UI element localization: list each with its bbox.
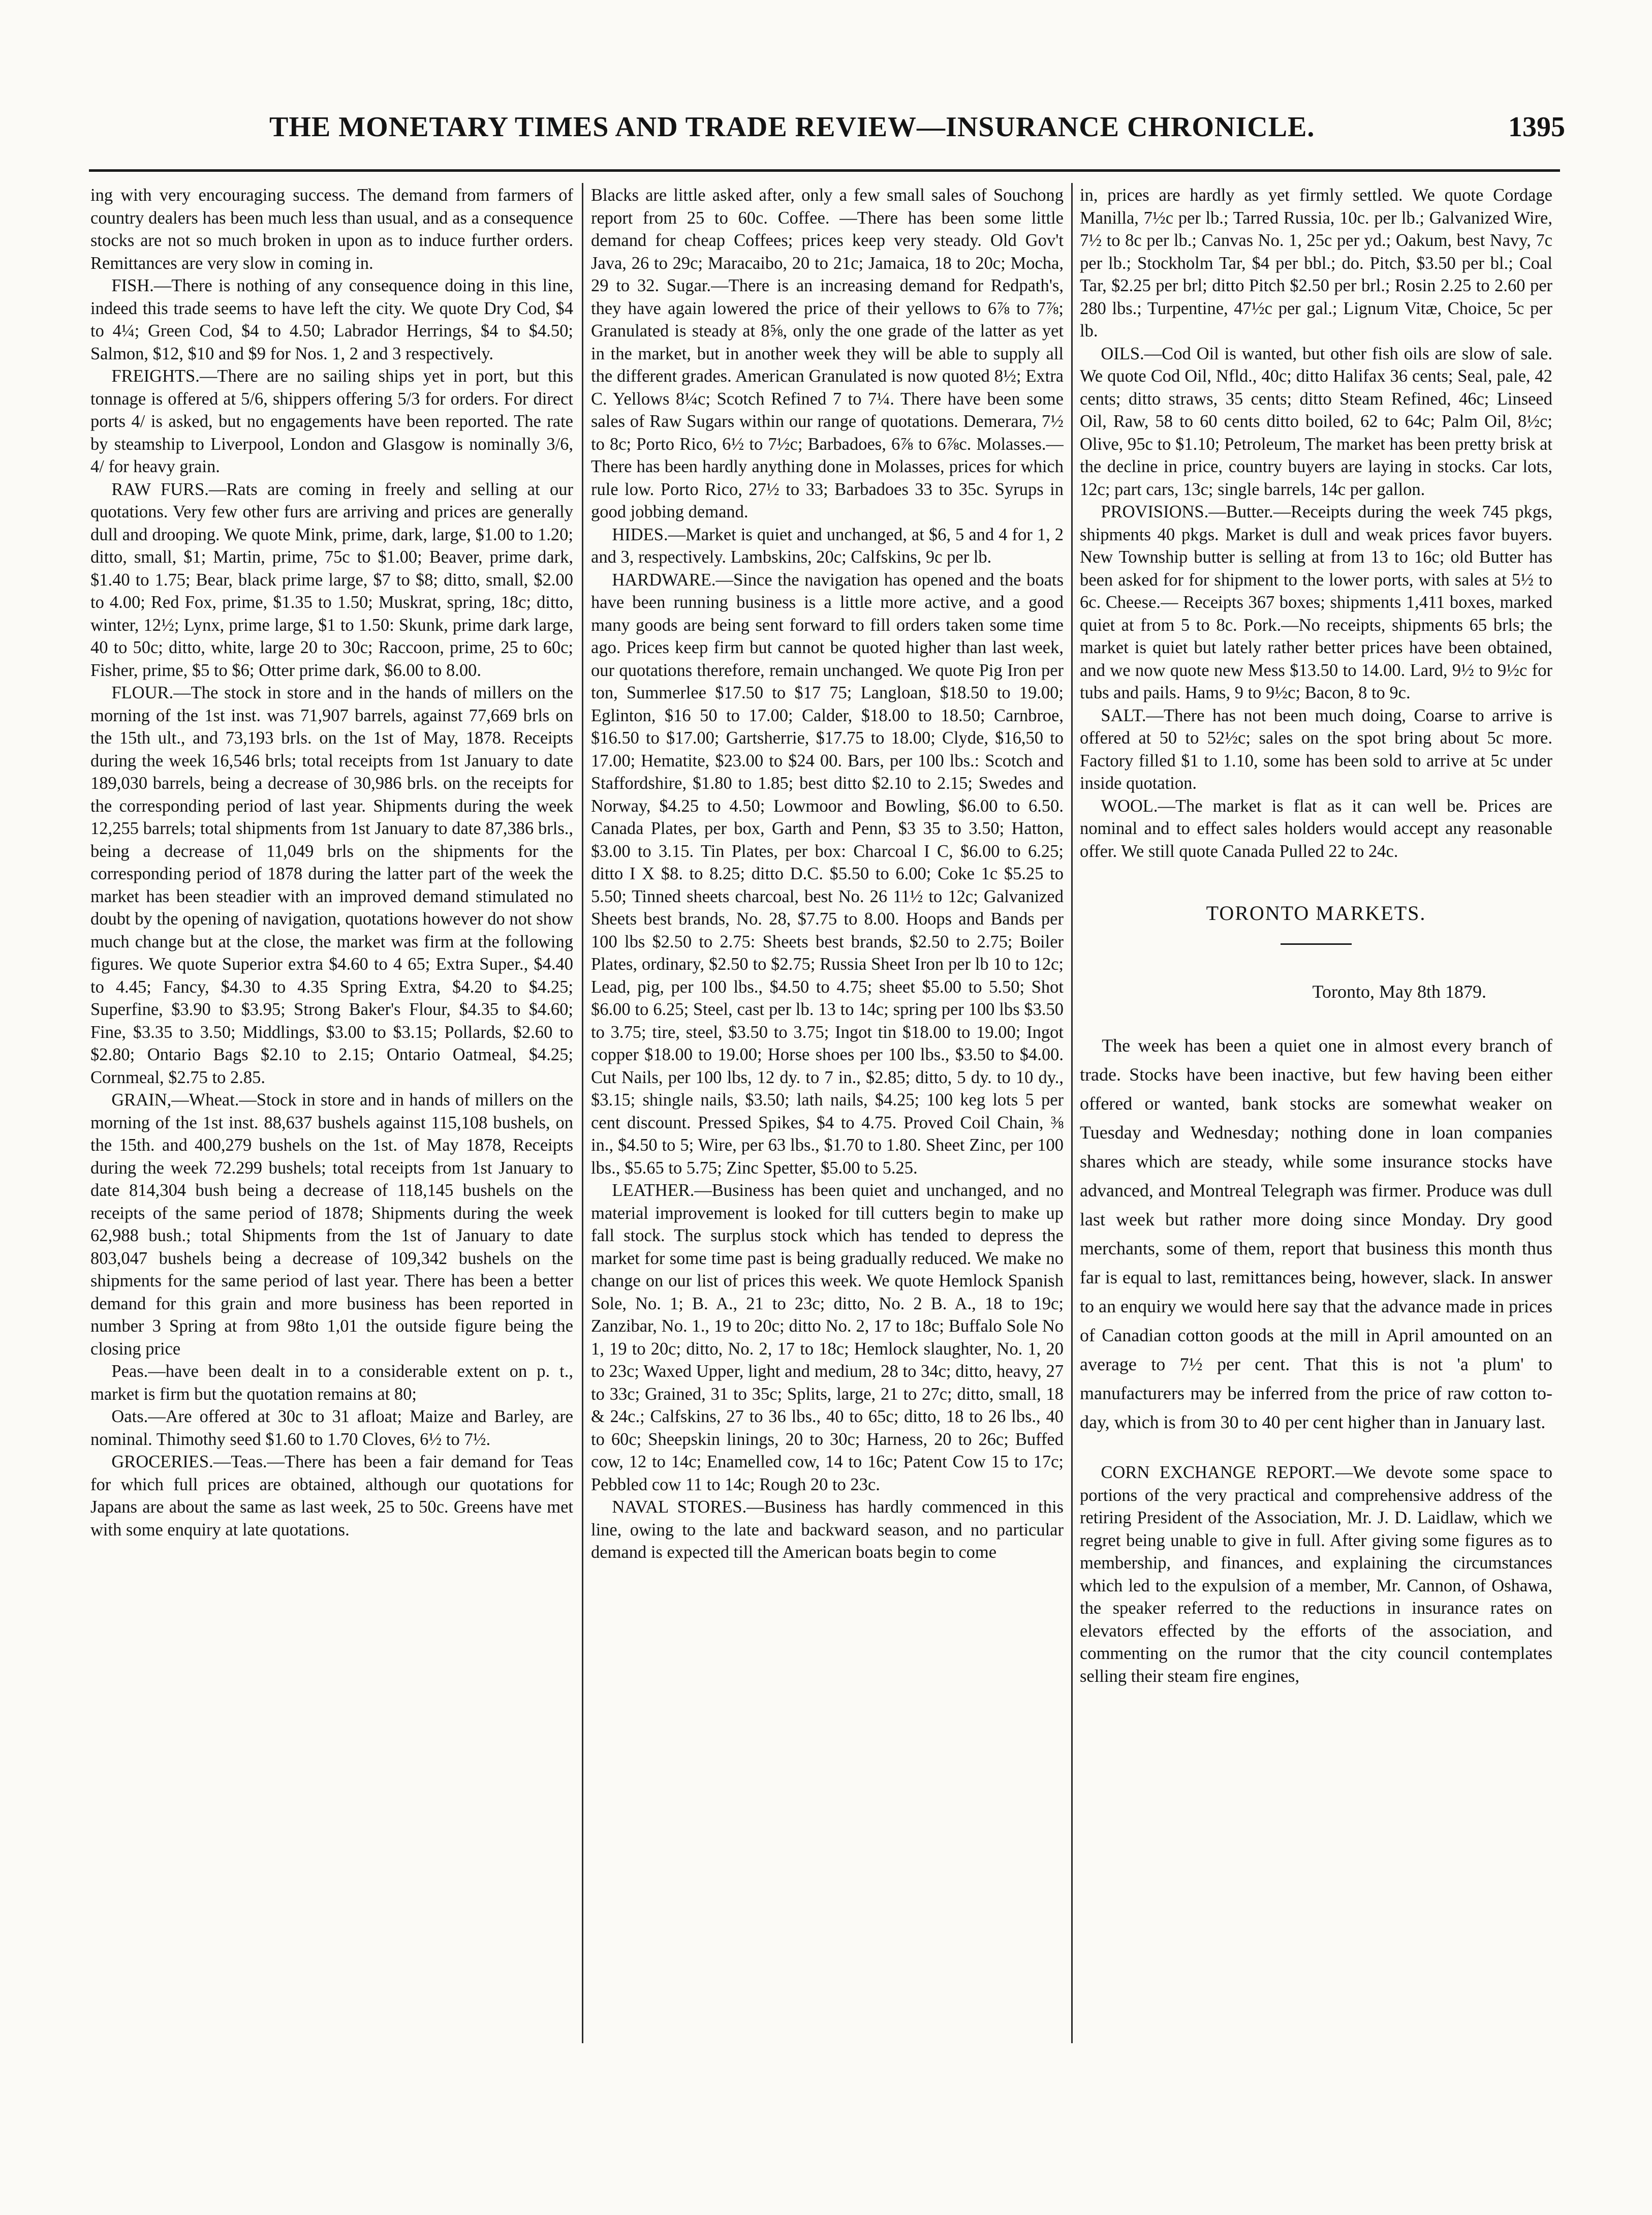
column-rule xyxy=(1071,183,1073,2043)
page-header xyxy=(102,111,1565,157)
paragraph-raw-furs: RAW FURS.—Rats are coming in freely and selling at our quotations. Very few other furs are arriving and prices are generally dull and drooping. We quote Mink, prime, dark, large, $1.00 to 1.20; ditto, small, $1; Martin, prime, 75c to $1.00; Beaver, prime dark, $1.40 to 1.75; Bear, black prime large, $7 to $8; ditto, small, $2.00 to 4.00; Red Fox, prime, $1.35 to 1.50; Muskrat, spring, 18c; ditto, winter, 12½; Lynx, prime large, $1 to 1.50: Skunk, prime dark large, 40 to 50c; ditto, white, large 20 to 30c; Raccoon, prime, 25 to 60c; Fisher, prime, $5 to $6; Otter prime dark, $6.00 to 8.00. xyxy=(90,479,573,680)
header-rule xyxy=(89,169,1560,172)
paragraph-naval-stores: NAVAL STORES.—Business has hardly commenced in this line, owing to the late and backward season, and no particular demand is expected till the American boats begin to come xyxy=(591,1497,1064,1562)
paragraph-hides: HIDES.—Market is quiet and unchanged, at $6, 5 and 4 for 1, 2 and 3, respectively. Lambskins, 20c; Calfskins, 9c per lb. xyxy=(591,525,1064,567)
paragraph-flour: FLOUR.—The stock in store and in the hands of millers on the morning of the 1st inst. was 71,907 barrels, against 77,669 brls on the 15th ult., and 73,193 brls. on the 1st of May, 1878. Receipts during the week 16,546 brls; total receipts from 1st January to date 189,030 barrels, being a decrease of 30,986 brls. on the receipts for the corresponding period of last year. Shipments during the week 12,255 barrels; total shipments from 1st January to date 87,386 brls., being a decrease of 11,049 brls on the shipments for the corresponding period of 1878 during the latter part of the week the market has been steadier with an improved demand stimulated no doubt by the opening of navigation, quotations however do not show much change but at the close, the market was firm at the following figures. We quote Superior extra $4.60 to 4 65; Extra Super., $4.40 to 4.45; Fancy, $4.30 to 4.35 Spring Extra, $4.20 to $4.25; Superfine, $3.90 to $3.95; Strong Baker's Flour, $4.35 to $4.60; Fine, $3.35 to 3.50; Middlings, $3.00 to $3.15; Pollards, $2.60 to $2.80; Ontario Bags $2.10 to 2.15; Ontario Oatmeal, $4.25; Cornmeal, $2.75 to 2.85. xyxy=(90,683,573,1087)
running-head: THE MONETARY TIMES AND TRADE REVIEW—INSURANCE CHRONICLE. xyxy=(269,111,1315,143)
column-middle xyxy=(591,184,1064,2039)
paragraph-oats: Oats.—Are offered at 30c to 31 afloat; Maize and Barley, are nominal. Thimothy seed $1.60 to 1.70 Cloves, 6½ to 7½. xyxy=(90,1407,573,1449)
section-title-toronto-markets: TORONTO MARKETS. xyxy=(1206,902,1426,925)
dateline: Toronto, May 8th 1879. xyxy=(1312,981,1486,1002)
paragraph-naval-stores-continued: in, prices are hardly as yet firmly settled. We quote Cordage Manilla, 7½c per lb.; Tarred Russia, 10c. per lb.; Galvanized Wire, 7½ to 8c per lb.; Canvas No. 1, 25c per yd.; Oakum, best Navy, 7c per lb.; Stockholm Tar, $4 per bbl.; do. Pitch, $3.50 per bl.; Coal Tar, $2.25 per brl; ditto Pitch $2.50 per brl.; Rosin 2.25 to 2.60 per 280 lbs.; Turpentine, 47½c per gal.; Lignum Vitæ, Choice, 5c per lb. xyxy=(1080,186,1552,341)
paragraph-fish: FISH.—There is nothing of any consequence doing in this line, indeed this trade seems to have left the city. We quote Dry Cod, $4 to 4¼; Green Cod, $4 to 4.50; Labrador Herrings, $4 to $4.50; Salmon, $12, $10 and $9 for Nos. 1, 2 and 3 respectively. xyxy=(90,276,573,363)
paragraph-peas: Peas.—have been dealt in to a considerable extent on p. t., market is firm but the quotation remains at 80; xyxy=(90,1362,573,1404)
paragraph-groceries-continued: Blacks are little asked after, only a few small sales of Souchong report from 25 to 60c. Coffee. —There has been some little demand for cheap Coffees; prices keep very steady. Old Gov't Java, 26 to 29c; Maracaibo, 20 to 21c; Jamaica, 18 to 20c; Mocha, 29 to 32. Sugar.—There is an increasing demand for Redpath's, they have again lowered the price of their yellows to 6⅞ to 7⅞; Granulated is steady at 8⅝, only the one grade of the latter as yet in the market, but in another week they will be able to supply all the different grades. American Granulated is now quoted 8½; Extra C. Yellows 8¼c; Scotch Refined 7 to 7¼. There have been some sales of Raw Sugars within our range of quotations. Demerara, 7½ to 8c; Porto Rico, 6½ to 7½c; Barbadoes, 6⅞ to 6⅞c. Molasses.—There has been hardly anything done in Molasses, prices for which rule low. Porto Rico, 27½ to 33; Barbadoes 33 to 35c. Syrups in good jobbing demand. xyxy=(591,186,1064,521)
paragraph-toronto-markets: The week has been a quiet one in almost every branch of trade. Stocks have been inactive, but few having been either offered or wanted, bank stocks are somewhat weaker on Tuesday and Wednesday; nothing done in loan companies shares which are steady, while some insurance stocks have advanced, and Montreal Telegraph was firmer. Produce was dull last week but rather more doing since Monday. Dry good merchants, some of them, report that business this month thus far is equal to last, remittances being, however, slack. In answer to an enquiry we would here say that the advance made in prices of Canadian cotton goods at the mill in April amounted on an average to 7½ per cent. That this is not 'a plum' to manufacturers may be inferred from the price of raw cotton to-day, which is from 30 to 40 per cent higher than in January last. xyxy=(1080,1035,1552,1432)
paragraph-continuation: ing with very encouraging success. The demand from farmers of country dealers has been much less than usual, and as a consequence stocks are not so much broken in upon as to induce further orders. Remittances are very slow in coming in. xyxy=(90,186,573,273)
column-right xyxy=(1080,184,1552,2039)
paragraph-wool: WOOL.—The market is flat as it can well be. Prices are nominal and to effect sales holders would accept any reasonable offer. We still quote Canada Pulled 22 to 24c. xyxy=(1080,796,1552,861)
paragraph-salt: SALT.—There has not been much doing, Coarse to arrive is offered at 50 to 52½c; sales on the spot bring about 5c more. Factory filled $1 to 1.10, some has been sold to arrive at 5c under inside quotation. xyxy=(1080,705,1552,793)
paragraph-freights: FREIGHTS.—There are no sailing ships yet in port, but this tonnage is offered at 5/6, shippers offering 5/3 for orders. For direct ports 4/ is asked, but no engagements have been reported. The rate by steamship to Liverpool, London and Glasgow is nominally 3/6, 4/ for heavy grain. xyxy=(90,366,573,476)
column-left xyxy=(90,184,573,2039)
paragraph-provisions: PROVISIONS.—Butter.—Receipts during the week 745 pkgs, shipments 40 pkgs. Market is dull and weak prices favor buyers. New Township butter is selling at from 13 to 16c; old Butter has been asked for for shipment to the lower ports, with sales at 5½ to 6c. Cheese.— Receipts 367 boxes; shipments 1,411 boxes, marked quiet at from 5 to 8c. Pork.—No receipts, shipments 65 brls; the market is quiet but lately rather better prices have been obtained, and we now quote new Mess $13.50 to 14.00. Lard, 9½ to 9½c for tubs and pails. Hams, 9 to 9½c; Bacon, 8 to 9c. xyxy=(1080,502,1552,702)
paragraph-corn-exchange: CORN EXCHANGE REPORT.—We devote some space to portions of the very practical and comprehensive address of the retiring President of the Association, Mr. J. D. Laidlaw, which we regret being unable to give in full. After giving some figures as to membership, and finances, and explaining the circumstances which led to the expulsion of a member, Mr. Cannon, of Oshawa, the speaker referred to the reductions in insurance rates on elevators effected by the efforts of the association, and commenting on the rumor that the city council contemplates selling their steam fire engines, xyxy=(1080,1463,1552,1686)
paragraph-hardware: HARDWARE.—Since the navigation has opened and the boats have been running business is a little more active, and a good many goods are being sent forward to fill orders taken some time ago. Prices keep firm but cannot be quoted higher than last week, our quotations therefore, remain unchanged. We quote Pig Iron per ton, Summerlee $17.50 to $17 75; Langloan, $18.50 to 19.00; Eglinton, $16 50 to 17.00; Calder, $18.00 to 18.50; Carnbroe, $16.50 to $17.00; Gartsherrie, $17.75 to 18.00; Clyde, $16,50 to 17.00; Hematite, $23.00 to $24 00. Bars, per 100 lbs.: Scotch and Staffordshire, $1.80 to 1.85; best ditto $2.10 to 2.15; Swedes and Norway, $4.25 to 4.50; Lowmoor and Bowling, $6.00 to 6.50. Canada Plates, per box, Garth and Penn, $3 35 to 3.50; Hatton, $3.00 to 3.15. Tin Plates, per box: Charcoal I C, $6.00 to 6.25; ditto I X $8. to 8.25; ditto D.C. $5.50 to 6.00; Coke 1c $5.25 to 5.50; Tinned sheets charcoal, best No. 26 11½ to 12c; Galvanized Sheets best brands, No. 28, $7.75 to 8.00. Hoops and Bands per 100 lbs $2.50 to 2.75: Sheets best brands, $2.50 to 2.75; Boiler Plates, ordinary, $2.50 to $2.75; Russia Sheet Iron per lb 10 to 12c; Lead, pig, per 100 lbs., $4.50 to 4.75; sheet $5.00 to 5.50; Shot $6.00 to 6.25; Steel, cast per lb. 13 to 14c; spring per 100 lbs $3.50 to 3.75; tire, steel, $3.50 to 3.75; Ingot tin $18.00 to 19.00; Ingot copper $18.00 to 19.00; Horse shoes per 100 lbs., $3.50 to $4.00. Cut Nails, per 100 lbs, 12 dy. to 7 in., $2.85; ditto, 5 dy. to 10 dy., $3.15; shingle nails, $3.50; lath nails, $4.25; 100 keg lots 5 per cent discount. Pressed Spikes, $4 to 4.75. Proved Coil Chain, ⅜ in., $4.50 to 5; Wire, per 63 lbs., $1.70 to 1.80. Sheet Zinc, per 100 lbs., $5.65 to 5.75; Zinc Spetter, $5.00 to 5.25. xyxy=(591,570,1064,1178)
paragraph-oils: OILS.—Cod Oil is wanted, but other fish oils are slow of sale. We quote Cod Oil, Nfld., 40c; ditto Halifax 36 cents; Seal, pale, 42 cents; ditto straws, 35 cents; ditto Steam Refined, 46c; Linseed Oil, Raw, 58 to 60 cents ditto boiled, 62 to 64c; Palm Oil, 8½c; Olive, 95c to $1.10; Petroleum, The market has been pretty brisk at the decline in price, country buyers are laying in stocks. Car lots, 12c; part cars, 13c; single barrels, 14c per gallon. xyxy=(1080,344,1552,499)
paragraph-grain: GRAIN,—Wheat.—Stock in store and in hands of millers on the morning of the 1st inst. 88,637 bushels against 115,108 bushels, on the 15th. and 400,279 bushels on the 1st. of May 1878, Receipts during the week 72.299 bushels; total receipts from 1st January to date 814,304 bush being a decrease of 118,145 bushels on the receipts of the same period of 1878; Shipments during the week 62,988 bush.; total Shipments from the 1st of January to date 803,047 bushels being a decrease of 109,342 bushels on the shipments for the same period of last year. There has been a better demand for this grain and more business has been reported in number 3 Spring at from 98to 1,01 the outside figure being the closing price xyxy=(90,1090,573,1359)
column-rule xyxy=(582,183,583,2043)
section-title-rule xyxy=(1281,943,1352,945)
page-number: 1395 xyxy=(1508,111,1565,143)
paragraph-leather: LEATHER.—Business has been quiet and unchanged, and no material improvement is looked for till cutters begin to make up fall stock. The surplus stock which has tended to depress the market for some time past is being gradually reduced. We make no change on our list of prices this week. We quote Hemlock Spanish Sole, No. 1; B. A., 21 to 23c; ditto, No. 2 B. A., 18 to 19c; Zanzibar, No. 1., 19 to 20c; ditto No. 2, 17 to 18c; Buffalo Sole No 1, 19 to 20c; ditto, No. 2, 17 to 18c; Hemlock slaughter, No. 1, 20 to 23c; Waxed Upper, light and medium, 28 to 34c; ditto, heavy, 27 to 33c; Grained, 31 to 35c; Splits, large, 21 to 27c; ditto, small, 18 & 24c.; Calfskins, 27 to 36 lbs., 40 to 65c; ditto, 18 to 26 lbs., 40 to 60c; Sheepskin linings, 20 to 30c; Harness, 20 to 26c; Buffed cow, 12 to 14c; Enamelled cow, 14 to 16c; Patent Cow 15 to 17c; Pebbled cow 11 to 14c; Rough 20 to 23c. xyxy=(591,1181,1064,1494)
paragraph-groceries: GROCERIES.—Teas.—There has been a fair demand for Teas for which full prices are obtained, although our quotations for Japans are about the same as last week, 25 to 50c. Greens have met with some enquiry at late quotations. xyxy=(90,1452,573,1540)
